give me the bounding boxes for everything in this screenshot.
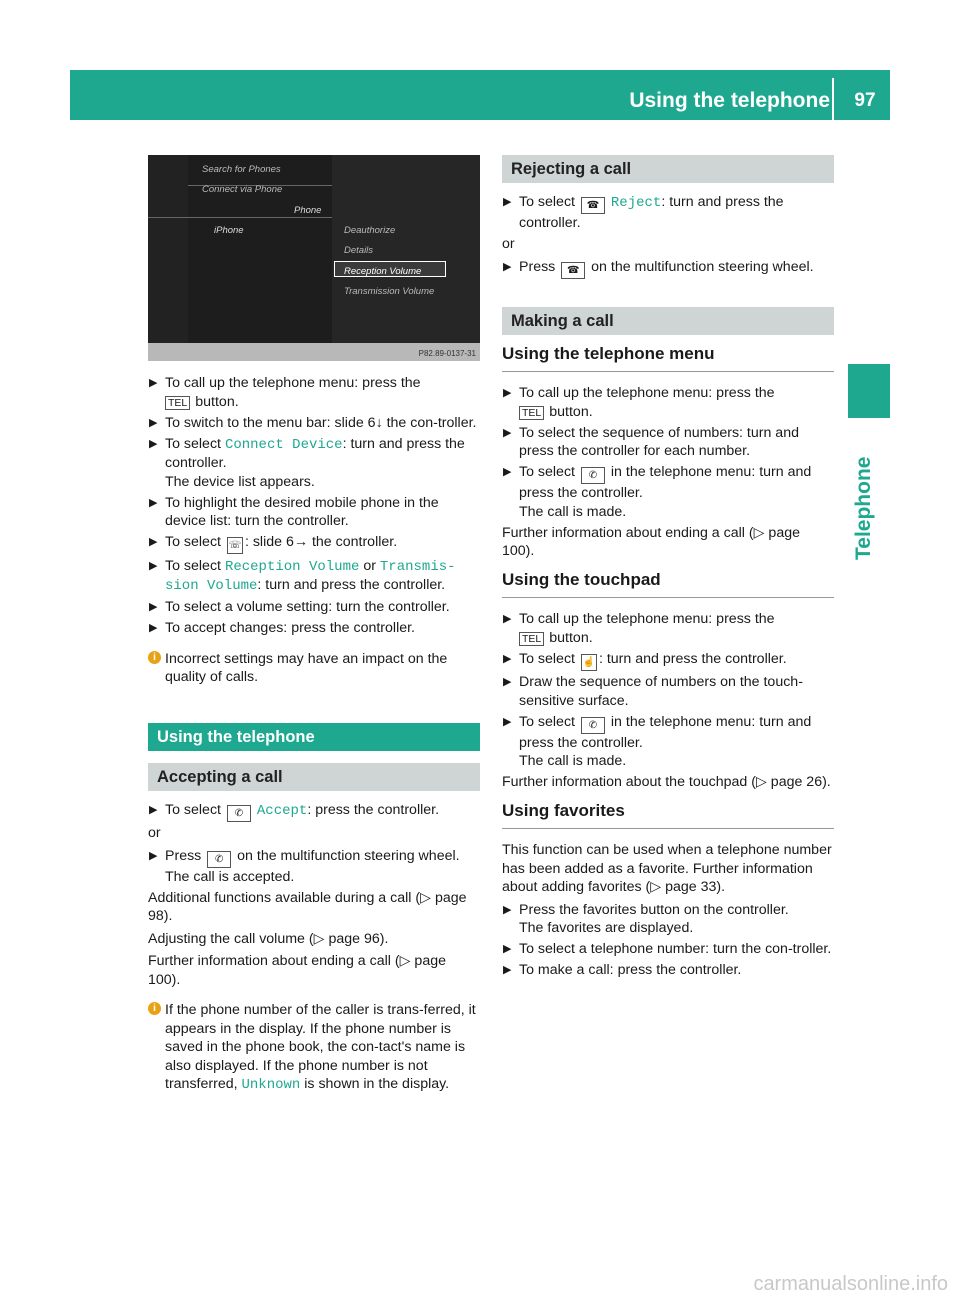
touchpad-icon: ☝ [581, 654, 597, 671]
step-item: ▶ Press the favorites button on the controller. The favorites are displayed. [503, 901, 789, 936]
step-arrow-icon: ▶ [149, 803, 158, 816]
step-item: ▶ To switch to the menu bar: slide 6↓ the con-troller. [149, 414, 477, 431]
or-text: or [148, 825, 161, 841]
right-column [502, 155, 834, 982]
step-item: ▶ To select ☏ : slide 6→ the controller. [148, 533, 480, 554]
figure-menu-item: iPhone [214, 225, 244, 236]
step-arrow-icon: ▶ [149, 601, 158, 613]
page-title: Using the telephone [629, 89, 830, 112]
step-arrow-icon: ▶ [503, 613, 512, 625]
step-arrow-icon: ▶ [503, 964, 512, 976]
figure-menu-item: Phone [294, 205, 322, 216]
step-item: ▶ To select ✆ Accept: press the controller. [148, 801, 480, 822]
step-arrow-icon: ▶ [503, 943, 512, 955]
figure-menu-item: Reception Volume [344, 266, 422, 277]
left-column [148, 155, 480, 1099]
step-item: ▶ To highlight the desired mobile phone in the device list: turn the controller. [149, 494, 439, 529]
figure-menu-item: Deauthorize [344, 225, 396, 236]
section-heading: Using the telephone [148, 723, 480, 751]
step-item: ▶ To call up the telephone menu: press the TEL button. [149, 375, 421, 410]
subheading: Using the touchpad [502, 571, 834, 599]
side-tab-marker [848, 364, 890, 418]
step-arrow-icon: ▶ [503, 387, 512, 399]
step-arrow-icon: ▶ [149, 496, 158, 509]
step-arrow-icon: ▶ [149, 559, 158, 572]
figure-menu-item: Details [344, 245, 374, 256]
info-icon: i [148, 651, 161, 664]
step-item: ▶ To select ☎ Reject: turn and press the controller. [503, 194, 784, 231]
figure-menu-item: Transmission Volume [344, 286, 435, 297]
screen-figure [148, 155, 480, 361]
hang-up-button-icon: ☎ [561, 262, 585, 279]
paragraph: Further information about ending a call (▷ page 100). [502, 524, 800, 559]
step-item: ▶ To make a call: press the controller. [503, 962, 742, 978]
step-item: ▶ To call up the telephone menu: press the TEL button. [503, 611, 775, 646]
phone-settings-icon: ☏ [227, 537, 243, 554]
step-item: ▶ To select a volume setting: turn the controller. [149, 599, 450, 615]
accept-call-icon: ✆ [227, 805, 251, 822]
step-arrow-icon: ▶ [503, 652, 512, 665]
watermark: carmanualsonline.info [753, 1273, 948, 1295]
header-divider [832, 78, 834, 120]
step-item: ▶ To select ☝ : turn and press the controller. [502, 650, 834, 671]
step-item: ▶ Press ☎ on the multifunction steering wheel. [502, 258, 834, 279]
or-text: or [502, 236, 515, 252]
step-item: ▶ To select the sequence of numbers: turn and press the controller for each number. [503, 424, 799, 459]
step-item: ▶ To select ✆ in the telephone menu: turn and press the controller. The call is made. [503, 464, 812, 520]
subheading: Using favorites [502, 802, 834, 830]
info-note: i Incorrect settings may have an impact on the quality of calls. [148, 650, 480, 687]
tel-key-icon: TEL [519, 632, 544, 646]
call-icon: ✆ [581, 717, 605, 734]
step-item: ▶ To select Reception Volume or Transmis-sion Volume: turn and press the controller. [149, 557, 456, 594]
tel-key-icon: TEL [165, 396, 190, 410]
paragraph: Additional functions available during a call (▷ page 98). [148, 889, 467, 924]
step-item: ▶ To select Connect Device: turn and press the controller. The device list appears. [149, 435, 465, 490]
phone-button-icon: ✆ [207, 851, 231, 868]
page-number: 97 [854, 90, 876, 111]
figure-code: P82.89-0137-31 [418, 349, 476, 358]
subsection-heading: Rejecting a call [502, 155, 834, 183]
subheading: Using the telephone menu [502, 345, 834, 373]
paragraph: Adjusting the call volume (▷ page 96). [148, 930, 389, 947]
step-item: ▶ To call up the telephone menu: press the TEL button. [503, 385, 775, 420]
figure-menu-item: Connect via Phone [202, 184, 283, 195]
step-arrow-icon: ▶ [503, 676, 512, 688]
info-icon: i [148, 1002, 161, 1015]
step-arrow-icon: ▶ [503, 196, 512, 208]
step-item: ▶ Press ✆ on the multifunction steering wheel. The call is accepted. [149, 847, 460, 885]
step-arrow-icon: ▶ [149, 622, 158, 634]
step-item: ▶ To select a telephone number: turn the con-troller. [503, 941, 832, 957]
step-arrow-icon: ▶ [503, 715, 512, 728]
paragraph: Further information about ending a call (▷ page 100). [148, 953, 446, 988]
step-arrow-icon: ▶ [149, 849, 158, 862]
step-item: ▶ To accept changes: press the controller. [149, 620, 415, 636]
step-item: ▶ Draw the sequence of numbers on the touch-sensitive surface. [503, 674, 803, 709]
step-arrow-icon: ▶ [149, 437, 158, 450]
step-arrow-icon: ▶ [503, 903, 512, 916]
paragraph: This function can be used when a telephone number has been added as a favorite. Further information about adding favorites (▷ page 33). [502, 842, 832, 895]
subsection-heading: Accepting a call [148, 763, 480, 791]
side-tab-label: Telephone [852, 456, 875, 560]
figure-menu-item: Search for Phones [202, 164, 281, 175]
step-arrow-icon: ▶ [149, 416, 158, 429]
reject-call-icon: ☎ [581, 197, 605, 214]
call-icon: ✆ [581, 467, 605, 484]
step-item: ▶ To select ✆ in the telephone menu: turn and press the controller. The call is made. [503, 713, 812, 769]
step-arrow-icon: ▶ [503, 466, 512, 478]
step-arrow-icon: ▶ [503, 260, 512, 273]
tel-key-icon: TEL [519, 406, 544, 420]
step-arrow-icon: ▶ [503, 426, 512, 439]
info-note: i If the phone number of the caller is trans-ferred, it appears in the display. If the phone number is saved in the phone book, the con-tact's name is also displayed. If the phone number is not transferred, Unknown is shown in the display. [148, 1001, 480, 1095]
step-arrow-icon: ▶ [149, 377, 158, 389]
subsection-heading: Making a call [502, 307, 834, 335]
step-arrow-icon: ▶ [149, 536, 158, 548]
paragraph: Further information about the touchpad (▷ page 26). [502, 774, 831, 790]
